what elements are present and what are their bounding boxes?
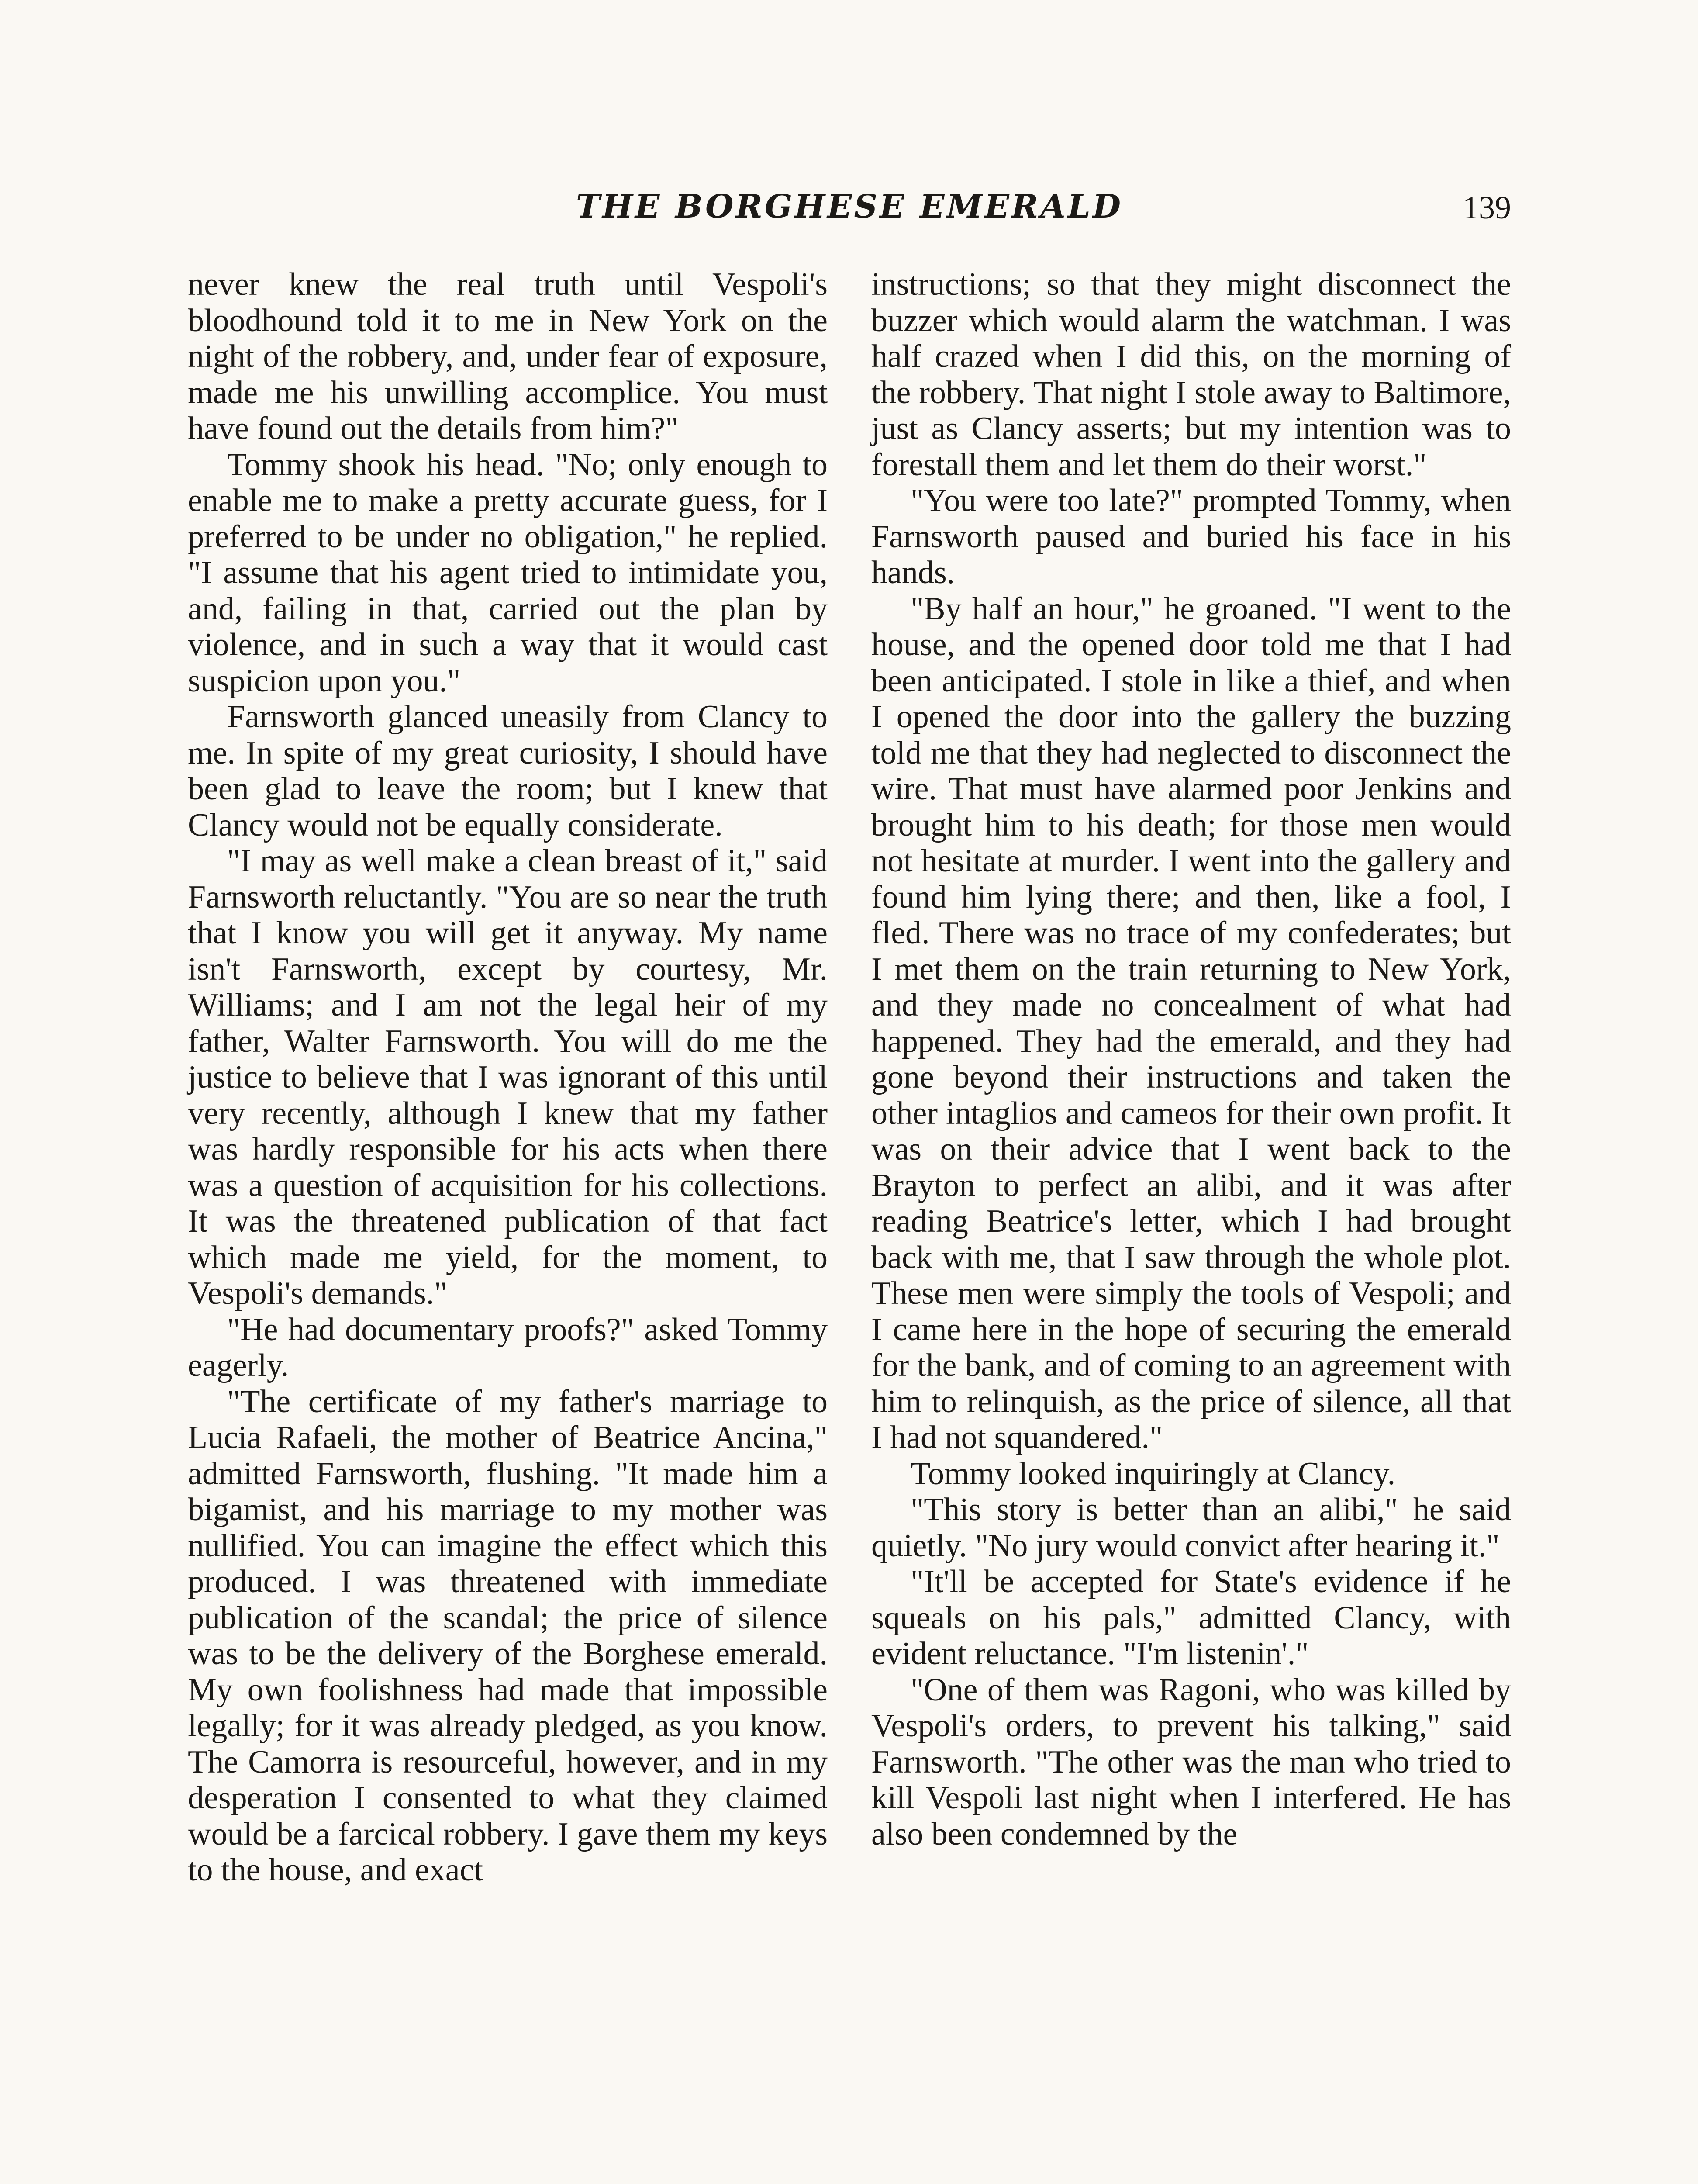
left-column <box>188 266 828 1888</box>
paragraph: "I may as well make a clean breast of it," said Farnsworth reluctantly. "You are so near the truth that I know you will get it anyway. My name isn't Farnsworth, except by courtesy, Mr. Williams; and I am not the legal heir of my father, Walter Farnsworth. You will do me the justice to believe that I was ignorant of this until very recently, although I knew that my father was hardly responsible for his acts when there was a question of acquisition for his collections. It was the threatened publication of that fact which made me yield, for the moment, to Vespoli's demands." <box>188 843 828 1311</box>
paragraph: "By half an hour," he groaned. "I went to the house, and the opened door told me that I had been anticipated. I stole in like a thief, and when I opened the door into the gallery the buzzing told me that they had neglected to disconnect the wire. That must have alarmed poor Jenkins and brought him to his death; for those men would not hesitate at murder. I went into the gallery and found him lying there; and then, like a fool, I fled. There was no trace of my confederates; but I met them on the train returning to New York, and they made no concealment of what had happened. They had the emerald, and they had gone beyond their instructions and taken the other intaglios and cameos for their own profit. It was on their advice that I went back to the Brayton to perfect an alibi, and it was after reading Beatrice's letter, which I had brought back with me, that I saw through the whole plot. These men were simply the tools of Vespoli; and I came here in the hope of securing the emerald for the bank, and of coming to an agreement with him to relinquish, as the price of silence, all that I had not squandered." <box>871 591 1511 1455</box>
paragraph: never knew the real truth until Vespoli's bloodhound told it to me in New York on the night of the robbery, and, under fear of exposure, made me his unwilling accomplice. You must have found out the details from him?" <box>188 266 828 446</box>
paragraph: "He had documentary proofs?" asked Tommy eagerly. <box>188 1311 828 1383</box>
paragraph: "One of them was Ragoni, who was killed by Vespoli's orders, to prevent his talking," said Farnsworth. "The other was the man who tried to kill Vespoli last night when I interfered. He has also been condemned by the <box>871 1672 1511 1852</box>
running-title: THE BORGHESE EMERALD <box>576 188 1123 225</box>
paragraph: instructions; so that they might disconnect the buzzer which would alarm the watchman. I was half crazed when I did this, on the morning of the robbery. That night I stole away to Baltimore, just as Clancy asserts; but my intention was to forestall them and let them do their worst." <box>871 266 1511 483</box>
right-column <box>871 266 1511 1852</box>
paragraph: "This story is better than an alibi," he said quietly. "No jury would convict after hearing it." <box>871 1492 1511 1564</box>
paragraph: Tommy shook his head. "No; only enough to enable me to make a pretty accurate guess, for I preferred to be under no obligation," he replied. "I assume that his agent tried to intimidate you, and, failing in that, carried out the plan by violence, and in such a way that it would cast suspicion upon you." <box>188 446 828 699</box>
page-header <box>188 188 1511 236</box>
page-number: 139 <box>1463 190 1511 226</box>
paragraph: Farnsworth glanced uneasily from Clancy to me. In spite of my great curiosity, I should have been glad to leave the room; but I knew that Clancy would not be equally considerate. <box>188 699 828 843</box>
paragraph: "You were too late?" prompted Tommy, when Farnsworth paused and buried his face in his hands. <box>871 483 1511 591</box>
paragraph: Tommy looked inquiringly at Clancy. <box>911 1455 1396 1492</box>
paragraph: "It'll be accepted for State's evidence if he squeals on his pals," admitted Clancy, with evident reluctance. "I'm listenin'." <box>871 1564 1511 1672</box>
paragraph: "The certificate of my father's marriage to Lucia Rafaeli, the mother of Beatrice Ancina," admitted Farnsworth, flushing. "It made him a bigamist, and his marriage to my mother was nullified. You can imagine the effect which this produced. I was threatened with immediate publication of the scandal; the price of silence was to be the delivery of the Borghese emerald. My own foolishness had made that impossible legally; for it was already pledged, as you know. The Camorra is resourceful, however, and in my desperation I consented to what they claimed would be a farcical robbery. I gave them my keys to the house, and exact <box>188 1383 828 1888</box>
